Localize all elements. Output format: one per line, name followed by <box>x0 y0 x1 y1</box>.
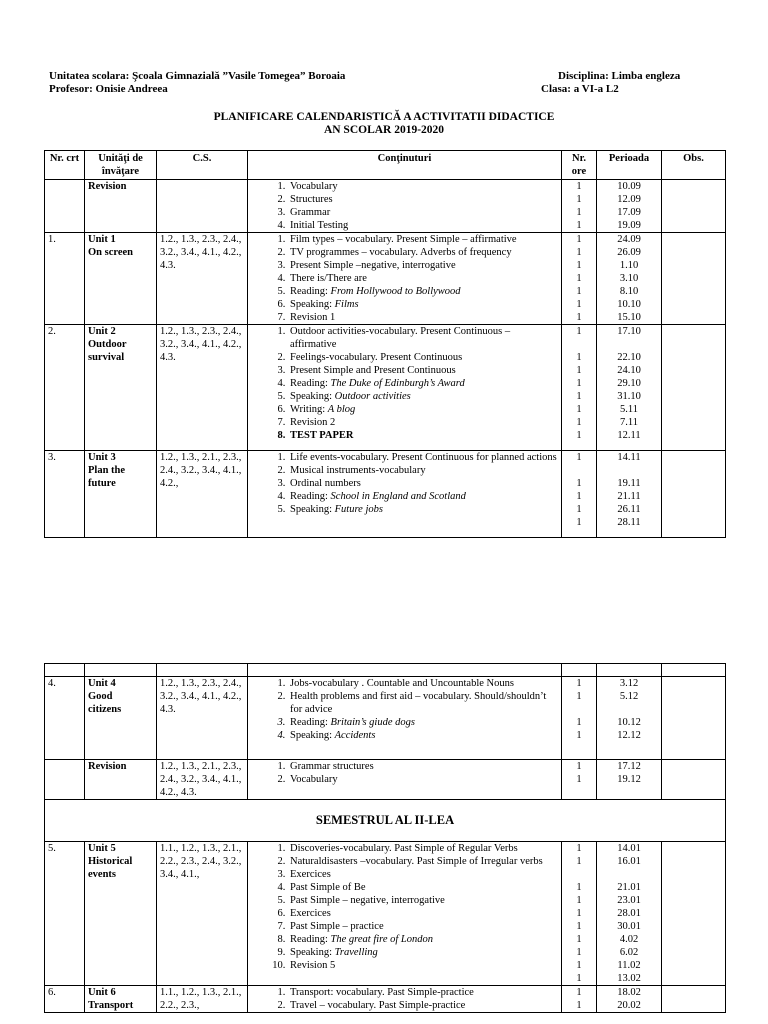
item-text: Jobs-vocabulary . Countable and Uncountable Nouns <box>290 678 514 689</box>
unit-name: Revision <box>85 180 157 233</box>
contents-list <box>251 180 558 232</box>
item-title: School in England and Scotland <box>330 491 466 502</box>
table-row <box>45 842 726 986</box>
unit-name: Unit 4 Good citizens <box>85 677 157 760</box>
list-item <box>288 246 558 259</box>
item-text: Writing: <box>290 404 328 415</box>
unit-name: Unit 5 Historical events <box>85 842 157 986</box>
hours: 1 1 1 1 <box>562 677 597 760</box>
contents <box>248 325 562 451</box>
item-title: The Duke of Edinburgh’s Award <box>330 378 465 389</box>
table-row <box>45 180 726 233</box>
list-item <box>288 933 558 946</box>
list-item <box>288 894 558 907</box>
col-header-nr: Nr. crt <box>45 151 85 180</box>
row-number: 2. <box>45 325 85 451</box>
row-number: 6. <box>45 986 85 1013</box>
row-number <box>45 760 85 800</box>
item-text: Travel – vocabulary. Past Simple-practice <box>290 1000 466 1011</box>
contents-list <box>251 451 558 516</box>
item-title: Britain’s giude dogs <box>330 717 415 728</box>
list-item <box>288 729 558 742</box>
list-item <box>288 760 558 773</box>
list-item <box>288 490 558 503</box>
item-text: Present Simple –negative, interrogative <box>290 260 456 271</box>
competencies: 1.2., 1.3., 2.1., 2.3., 2.4., 3.2., 3.4., 4.1., 4.2., <box>157 451 248 538</box>
row-number <box>45 180 85 233</box>
list-item <box>288 180 558 193</box>
list-item <box>288 233 558 246</box>
observations <box>662 677 726 760</box>
col-header-cs: C.S. <box>157 151 248 180</box>
contents-list <box>251 986 558 1012</box>
competencies <box>157 180 248 233</box>
hours: 1 1 1 1 1 <box>562 451 597 538</box>
competencies: 1.2., 1.3., 2.3., 2.4., 3.2., 3.4., 4.1., 4.2., 4.3. <box>157 677 248 760</box>
list-item <box>288 842 558 855</box>
item-text: There is/There are <box>290 273 367 284</box>
item-text: Musical instruments-vocabulary <box>290 465 426 476</box>
contents-list <box>251 760 558 786</box>
contents <box>248 233 562 325</box>
table-row <box>45 233 726 325</box>
item-text: Grammar structures <box>290 761 374 772</box>
period: 18.02 20.02 <box>597 986 662 1013</box>
competencies: 1.2., 1.3., 2.1., 2.3., 2.4., 3.2., 3.4., 4.1., 4.2., 4.3. <box>157 760 248 800</box>
contents <box>248 842 562 986</box>
col-header-hours: Nr. ore <box>562 151 597 180</box>
period: 17.12 19.12 <box>597 760 662 800</box>
list-item <box>288 351 558 364</box>
competencies: 1.2., 1.3., 2.3., 2.4., 3.2., 3.4., 4.1., 4.2., 4.3. <box>157 233 248 325</box>
item-text: Vocabulary <box>290 774 338 785</box>
unit-name: Unit 3 Plan the future <box>85 451 157 538</box>
item-text: Film types – vocabulary. Present Simple – affirmative <box>290 234 517 245</box>
list-item <box>288 416 558 429</box>
competencies: 1.1., 1.2., 1.3., 2.1., 2.2., 2.3., <box>157 986 248 1013</box>
item-text: Ordinal numbers <box>290 478 361 489</box>
observations <box>662 842 726 986</box>
list-item <box>288 364 558 377</box>
contents <box>248 180 562 233</box>
item-title: Outdoor activities <box>334 391 411 402</box>
list-item <box>288 259 558 272</box>
hours: 1 1 <box>562 986 597 1013</box>
list-item <box>288 999 558 1012</box>
semester-row <box>45 800 726 842</box>
contents-list <box>251 233 558 324</box>
col-header-obs: Obs. <box>662 151 726 180</box>
row-number: 5. <box>45 842 85 986</box>
item-text: Initial Testing <box>290 220 349 231</box>
contents-list <box>251 842 558 972</box>
list-item <box>288 272 558 285</box>
list-item <box>288 959 558 972</box>
list-item <box>288 503 558 516</box>
item-text: Reading: <box>290 934 331 945</box>
competencies: 1.1., 1.2., 1.3., 2.1., 2.2., 2.3., 2.4., 3.2., 3.4., 4.1., <box>157 842 248 986</box>
list-item <box>288 325 558 351</box>
item-title: A blog <box>327 404 356 415</box>
list-item <box>288 690 558 716</box>
hours: 1 1 <box>562 760 597 800</box>
unit-name: Unit 2 Outdoor survival <box>85 325 157 451</box>
item-text: Naturaldisasters –vocabulary. Past Simple of Irregular verbs <box>290 856 543 867</box>
item-text: Past Simple of Be <box>290 882 366 893</box>
list-item <box>288 773 558 786</box>
period: 17.10 22.10 24.10 29.10 31.10 5.11 7.11 12.11 <box>597 325 662 451</box>
period: 14.11 19.11 21.11 26.11 28.11 <box>597 451 662 538</box>
competencies: 1.2., 1.3., 2.3., 2.4., 3.2., 3.4., 4.1., 4.2., 4.3. <box>157 325 248 451</box>
list-item <box>288 298 558 311</box>
item-text: Discoveries-vocabulary. Past Simple of Regular Verbs <box>290 843 518 854</box>
unit-name: Unit 1 On screen <box>85 233 157 325</box>
list-item <box>288 920 558 933</box>
item-text: Outdoor activities-vocabulary. Present Continuous – affirmative <box>290 326 511 350</box>
period: 24.09 26.09 1.10 3.10 8.10 10.10 15.10 <box>597 233 662 325</box>
item-text: Present Simple and Present Continuous <box>290 365 456 376</box>
list-item <box>288 193 558 206</box>
item-text: Reading: <box>290 717 331 728</box>
list-item <box>288 285 558 298</box>
list-item <box>288 429 558 442</box>
col-header-unit: Unităţi de învăţare <box>85 151 157 180</box>
item-text: Revision 5 <box>290 960 336 971</box>
item-text: Exercices <box>290 869 331 880</box>
teacher-name: Profesor: Onisie Andreea <box>49 83 168 95</box>
list-item <box>288 451 558 464</box>
observations <box>662 325 726 451</box>
list-item <box>288 311 558 324</box>
unit-name: Unit 6 Transport <box>85 986 157 1013</box>
item-title: From Hollywood to Bollywood <box>330 286 461 297</box>
col-header-period: Perioada <box>597 151 662 180</box>
period: 10.09 12.09 17.09 19.09 <box>597 180 662 233</box>
item-text: Past Simple – practice <box>290 921 384 932</box>
hours: 1 1 1 1 1 1 1 1 1 1 <box>562 842 597 986</box>
item-text: Reading: <box>290 378 331 389</box>
contents <box>248 451 562 538</box>
list-item <box>288 868 558 881</box>
observations <box>662 451 726 538</box>
item-title: Accidents <box>334 730 376 741</box>
contents <box>248 677 562 760</box>
plan-table-2 <box>44 663 726 1013</box>
item-text: TEST PAPER <box>290 430 354 441</box>
row-number: 1. <box>45 233 85 325</box>
contents <box>248 986 562 1013</box>
item-text: Past Simple – negative, interrogative <box>290 895 445 906</box>
observations <box>662 180 726 233</box>
table-row <box>45 325 726 451</box>
school-name: Unitatea scolara: Şcoala Gimnazială ”Vasile Tomegea” Boroaia <box>49 70 346 82</box>
list-item <box>288 403 558 416</box>
item-title: Travelling <box>334 947 378 958</box>
list-item <box>288 855 558 868</box>
row-number: 3. <box>45 451 85 538</box>
list-item <box>288 477 558 490</box>
item-text: Vocabulary <box>290 181 338 192</box>
list-item <box>288 907 558 920</box>
list-item <box>288 881 558 894</box>
period: 3.12 5.12 10.12 12.12 <box>597 677 662 760</box>
list-item <box>288 219 558 232</box>
semester-title: SEMESTRUL AL II-LEA <box>45 800 726 842</box>
list-item <box>288 377 558 390</box>
hours: 1 1 1 1 1 1 1 1 <box>562 325 597 451</box>
item-text: Health problems and first aid – vocabulary. Should/shouldn’t for advice <box>290 691 547 715</box>
item-text: TV programmes – vocabulary. Adverbs of frequency <box>290 247 512 258</box>
item-text: Exercices <box>290 908 331 919</box>
item-text: Structures <box>290 194 333 205</box>
item-text: Speaking: <box>290 947 335 958</box>
period: 14.01 16.01 21.01 23.01 28.01 30.01 4.02 6.02 11.02 13.02 <box>597 842 662 986</box>
unit-name: Revision <box>85 760 157 800</box>
item-text: Speaking: <box>290 299 335 310</box>
item-text: Reading: <box>290 491 331 502</box>
observations <box>662 760 726 800</box>
item-text: Speaking: <box>290 504 335 515</box>
contents-list <box>251 325 558 442</box>
item-text: Speaking: <box>290 730 335 741</box>
item-text: Revision 2 <box>290 417 336 428</box>
item-title: Future jobs <box>334 504 383 515</box>
list-item <box>288 206 558 219</box>
item-text: Grammar <box>290 207 331 218</box>
item-text: Life events-vocabulary. Present Continuous for planned actions <box>290 452 557 463</box>
item-text: Feelings-vocabulary. Present Continuous <box>290 352 463 363</box>
page-subtitle: AN SCOLAR 2019-2020 <box>323 124 445 136</box>
hours: 1 1 1 1 <box>562 180 597 233</box>
discipline: Disciplina: Limba engleza <box>558 70 681 82</box>
list-item <box>288 946 558 959</box>
observations <box>662 233 726 325</box>
item-title: Films <box>334 299 359 310</box>
class-label: Clasa: a VI-a L2 <box>541 83 619 95</box>
item-text: Speaking: <box>290 391 335 402</box>
table-row <box>45 760 726 800</box>
page-title: PLANIFICARE CALENDARISTICĂ A ACTIVITATII DIDACTICE <box>213 111 555 123</box>
list-item <box>288 390 558 403</box>
item-text: Revision 1 <box>290 312 336 323</box>
col-header-content: Conţinuturi <box>248 151 562 180</box>
list-item <box>288 716 558 729</box>
list-item <box>288 464 558 477</box>
observations <box>662 986 726 1013</box>
table-row <box>45 986 726 1013</box>
item-text: Transport: vocabulary. Past Simple-practice <box>290 987 474 998</box>
contents-list <box>251 677 558 742</box>
list-item <box>288 677 558 690</box>
table-header-row <box>45 151 726 180</box>
contents <box>248 760 562 800</box>
item-text: Reading: <box>290 286 331 297</box>
plan-table-1 <box>44 150 726 538</box>
hours: 1 1 1 1 1 1 1 <box>562 233 597 325</box>
empty-row <box>45 664 726 677</box>
row-number: 4. <box>45 677 85 760</box>
table-row <box>45 677 726 760</box>
list-item <box>288 986 558 999</box>
table-row <box>45 451 726 538</box>
item-title: The great fire of London <box>330 934 434 945</box>
